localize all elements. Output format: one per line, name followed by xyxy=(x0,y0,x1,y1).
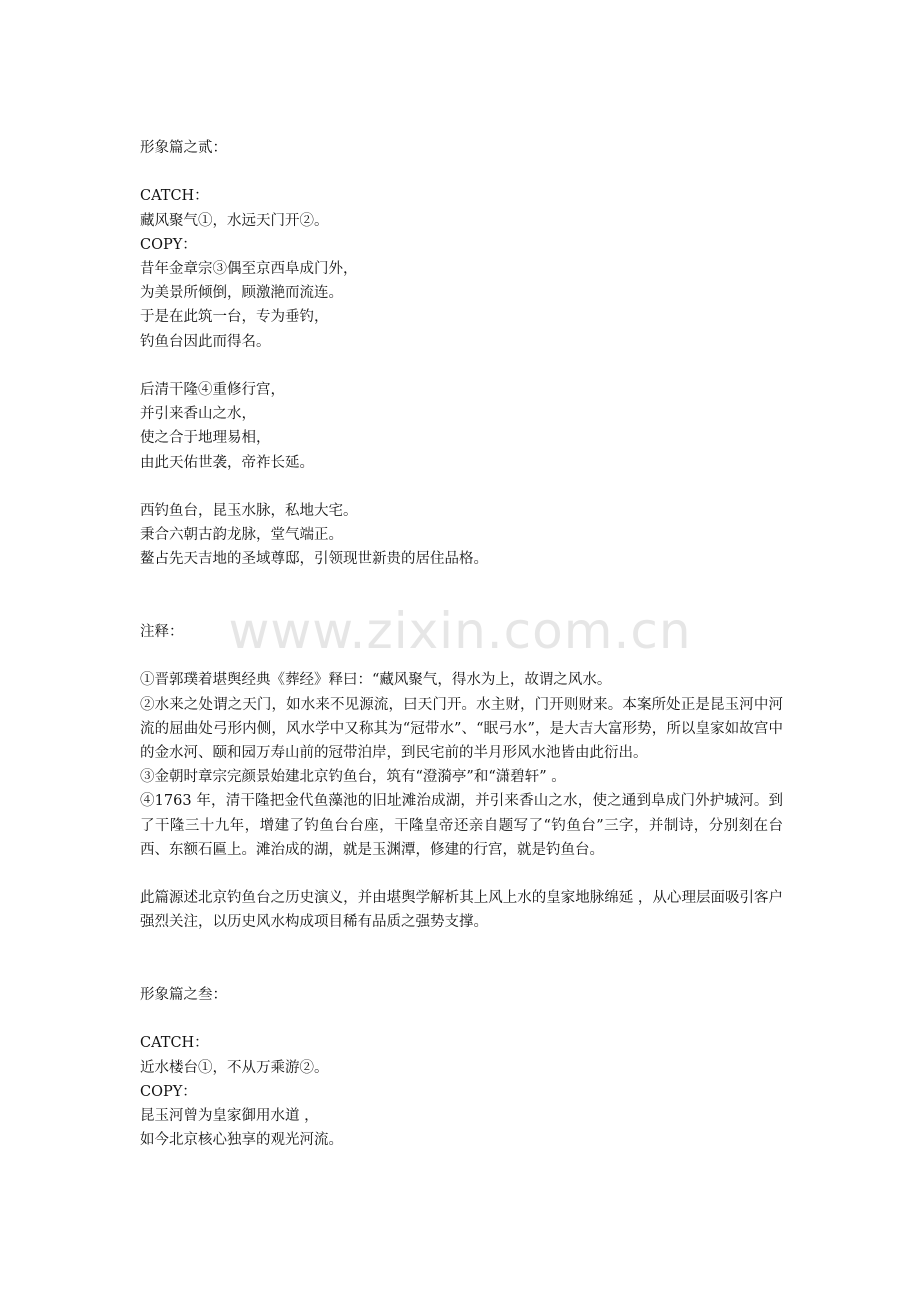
spacer xyxy=(140,1007,783,1031)
spacer xyxy=(140,475,783,499)
summary-paragraph: 此篇源述北京钓鱼台之历史演义，并由堪舆学解析其上风上水的皇家地脉绵延 ，从心理层面吸引客户强烈关注，以历史风水构成项目稀有品质之强势支撑。 xyxy=(140,890,783,931)
copy-label: COPY： xyxy=(140,236,197,253)
note-item: ①晋郭璞着堪舆经典《葬经》释曰：“藏风聚气，得水为上，故谓之风水。 xyxy=(140,672,612,689)
note-item: ④1763 年，清干隆把金代鱼藻池的旧址滩治成湖，并引来香山之水，使之通到阜成门外护城河。到了干隆三十九年，增建了钓鱼台台座，干隆皇帝还亲自题写了“钓鱼台”三字，并制诗，分别刻在台西、东额石匾上。滩治成的湖，就是玉渊潭，修建的行宫，就是钓鱼台。 xyxy=(140,793,783,858)
spacer xyxy=(140,572,783,620)
copy-line: 于是在此筑一台，专为垂钓， xyxy=(140,309,329,326)
copy-line: 鳌占先天吉地的圣域尊邸，引领现世新贵的居住品格。 xyxy=(140,551,488,568)
copy-line: 如今北京核心独享的观光河流。 xyxy=(140,1132,343,1149)
copy-line: 后清干隆④重修行宫， xyxy=(140,382,285,398)
copy-line: 昆玉河曾为皇家御用水道 ， xyxy=(140,1108,319,1124)
notes-heading: 注释： xyxy=(140,624,184,640)
note-item: ③金朝时章宗完颜景始建北京钓鱼台，筑有“澄漪亭”和“潇碧轩” 。 xyxy=(140,769,566,786)
copy-line: 西钓鱼台，昆玉水脉，私地大宅。 xyxy=(140,503,358,519)
section-heading: 形象篇之叁： xyxy=(140,987,227,1003)
copy-line: 为美景所倾倒，顾激滟而流连。 xyxy=(140,285,343,302)
note-item: ②水来之处谓之天门，如水来不见源流，曰天门开。水主财，门开则财来。本案所处正是昆玉河中河流的屈曲处弓形内侧，风水学中又称其为“冠带水”、“眠弓水”，是大吉大富形势，所以皇家如故宫中的金水河、颐和园万寿山前的冠带泊岸，到民宅前的半月形风水池皆由此衍出。 xyxy=(140,696,783,761)
catch-label: CATCH： xyxy=(140,188,209,205)
spacer xyxy=(140,160,783,184)
watermark: www.zixin.com.cn xyxy=(228,602,692,660)
spacer xyxy=(140,862,783,886)
copy-line: 钓鱼台因此而得名。 xyxy=(140,333,271,350)
document-body xyxy=(140,136,783,1152)
spacer xyxy=(140,935,783,983)
spacer xyxy=(140,644,783,668)
catch-text: 近水楼台①，不从万乘游②。 xyxy=(140,1059,329,1076)
copy-line: 由此天佑世袭，帝祚长延。 xyxy=(140,454,314,471)
section-heading: 形象篇之贰： xyxy=(140,140,227,156)
copy-line: 使之合于地理易相， xyxy=(140,430,271,447)
copy-line: 昔年金章宗③偶至京西阜成门外， xyxy=(140,261,358,277)
catch-text: 藏风聚气①，水远天门开②。 xyxy=(140,212,329,229)
spacer xyxy=(140,354,783,378)
copy-line: 秉合六朝古韵龙脉，堂气端正。 xyxy=(140,527,343,544)
catch-label: CATCH： xyxy=(140,1035,209,1052)
copy-label: COPY： xyxy=(140,1083,197,1100)
copy-line: 并引来香山之水， xyxy=(140,406,256,423)
